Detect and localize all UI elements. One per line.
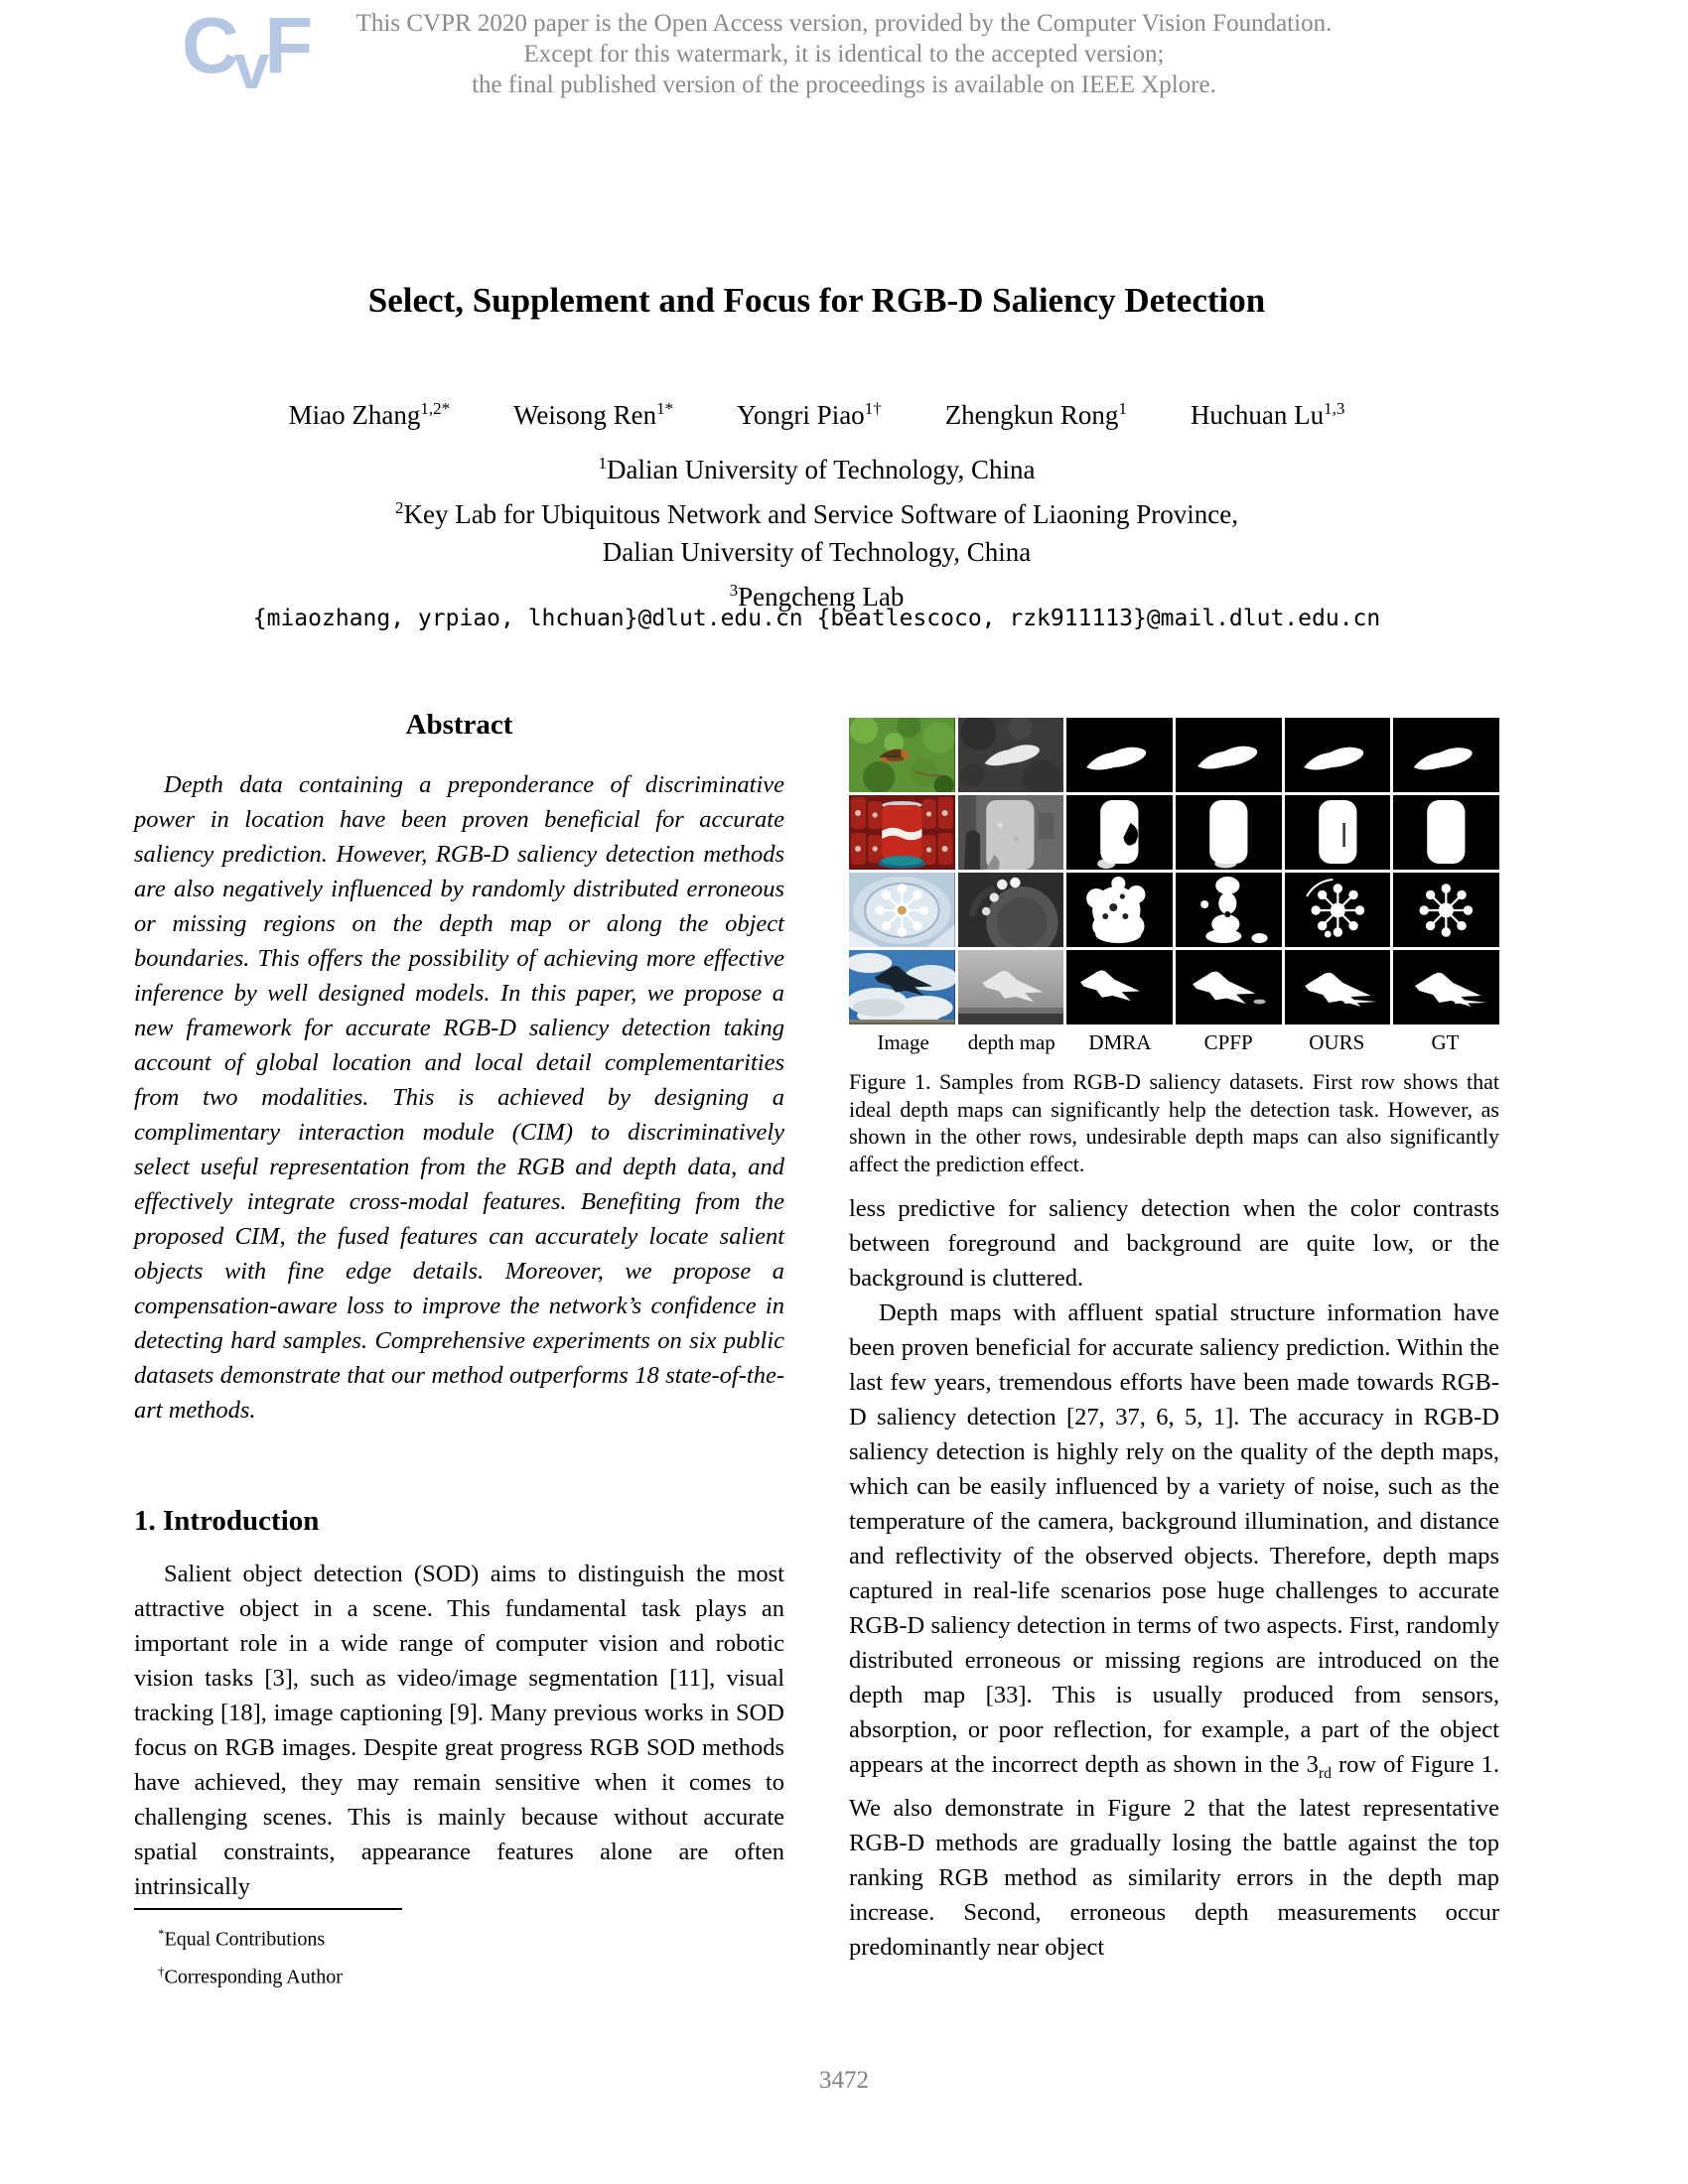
figure-cell-jet-gt-mask [1393, 950, 1499, 1024]
figure-caption: Figure 1. Samples from RGB-D saliency datasets. First row shows that ideal depth maps can significantly help the detection task. However, as shown in the other rows, undesirable depth maps can also significantly affect the prediction effect. [849, 1069, 1499, 1176]
author-2-name: Weisong Ren [513, 400, 657, 430]
butterfly-ours-image [1285, 718, 1391, 792]
figure-cell-cola-photo [849, 795, 955, 870]
cola-ours-image [1285, 795, 1391, 870]
affiliation-1: $^1$Dalian University of Technology, China [598, 454, 1036, 484]
watermark-line-1: This CVPR 2020 paper is the Open Access version, provided by the Computer Vision Foundation. [355, 10, 1333, 37]
intro-heading: 1. Introduction [134, 1505, 320, 1537]
figure-label-cpfp: CPFP [1203, 1030, 1253, 1054]
butterfly-cpfp-image [1176, 718, 1282, 792]
author-4 [945, 399, 1127, 431]
email-line: {miaozhang, yrpiao, lhchuan}@dlut.edu.cn {beatlescoco, rzk911113}@mail.dlut.edu.cn [252, 606, 1381, 631]
affiliation-4: $^3$Pengcheng Lab [729, 580, 905, 612]
open-access-watermark [0, 8, 1688, 100]
figure-cell-butterfly-depth-map [958, 718, 1064, 792]
author-1 [289, 399, 450, 431]
figure-column-labels [849, 1030, 1499, 1055]
cola-cpfp-image [1176, 795, 1282, 870]
figure-cell-jet-depth-map [958, 950, 1064, 1024]
right-paragraph-1: less predictive for saliency detection when the color contrasts between foreground and background are quite low, or the background is cluttered. [849, 1195, 1499, 1292]
figure-cell-jet-photo [849, 950, 955, 1024]
butterfly-photo-image [849, 718, 955, 792]
figure-cell-jet-dmra-mask [1066, 950, 1173, 1024]
figure-label-dmra: DMRA [1088, 1030, 1152, 1054]
figure-cell-butterfly-ours-mask [1285, 718, 1391, 792]
author-5 [1191, 399, 1344, 431]
footnote-equal-contributions: *Equal Contributions [158, 1926, 326, 1951]
author-1-sup: 1,2* [420, 399, 451, 418]
chandelier-cpfp-image [1176, 873, 1282, 947]
abstract-section [134, 709, 784, 1428]
butterfly-gt-image [1393, 718, 1499, 792]
figure-cell-cola-ours-mask [1285, 795, 1391, 870]
cvf-letter-f: F [264, 1, 314, 89]
author-5-name: Huchuan Lu [1190, 400, 1325, 430]
affiliations [134, 445, 1499, 615]
author-3-name: Yongri Piao [737, 400, 865, 430]
jet-dmra-image [1066, 950, 1173, 1024]
author-2 [513, 399, 673, 431]
watermark-line-3: the final published version of the proceedings is available on IEEE Xplore. [472, 71, 1216, 98]
author-3-sup: 1† [864, 399, 882, 418]
author-3 [737, 399, 882, 431]
author-1-name: Miao Zhang [288, 400, 421, 430]
authors-row [134, 399, 1499, 431]
figure-cell-chandelier-photo [849, 873, 955, 947]
figure-cell-butterfly-cpfp-mask [1176, 718, 1282, 792]
figure-cell-cola-gt-mask [1393, 795, 1499, 870]
figure-cell-jet-ours-mask [1285, 950, 1391, 1024]
butterfly-depth-image [958, 718, 1064, 792]
cola-dmra-image [1066, 795, 1173, 870]
chandelier-ours-image [1285, 873, 1391, 947]
figure-cell-cola-dmra-mask [1066, 795, 1173, 870]
jet-ours-image [1285, 950, 1391, 1024]
cvf-letter-v: v [233, 31, 270, 102]
jet-gt-image [1393, 950, 1499, 1024]
author-4-name: Zhengkun Rong [944, 400, 1119, 430]
figure-cell-chandelier-gt-mask [1393, 873, 1499, 947]
cola-photo-image [849, 795, 955, 870]
page-number: 3472 [819, 2067, 869, 2094]
figure-cell-chandelier-cpfp-mask [1176, 873, 1282, 947]
figure-cell-chandelier-dmra-mask [1066, 873, 1173, 947]
figure-cell-chandelier-depth-map [958, 873, 1064, 947]
figure-cell-butterfly-gt-mask [1393, 718, 1499, 792]
jet-photo-image [849, 950, 955, 1024]
chandelier-dmra-image [1066, 873, 1173, 947]
butterfly-dmra-image [1066, 718, 1173, 792]
cvf-letter-c: C [182, 1, 239, 89]
figure-label-depth-map: depth map [967, 1030, 1055, 1054]
figure-label-gt: GT [1431, 1030, 1460, 1054]
abstract-body: Depth data containing a preponderance of discriminative power in location have been proven beneficial for accurate saliency prediction. However, RGB-D saliency detection methods are also negatively influenced by randomly distributed erroneous or missing regions on the depth map or along the object boundaries. This offers the possibility of achieving more effective inference by well designed models. In this paper, we propose a new framework for accurate RGB-D saliency detection taking account of global location and local detail complementarities from two modalities. This is achieved by designing a complimentary interaction module (CIM) to discriminatively select useful representation from the RGB and depth data, and effectively integrate cross-modal features. Benefiting from the proposed CIM, the fused features can accurately locate salient objects with fine edge details. Moreover, we propose a compensation-aware loss to improve the network’s confidence in detecting hard samples. Comprehensive experiments on six public datasets demonstrate that our method outperforms 18 state-of-the-art methods. [134, 771, 784, 1424]
footnotes [134, 1908, 784, 1992]
footnote-corresponding-author: †Corresponding Author [158, 1963, 343, 1988]
figure-cell-jet-cpfp-mask [1176, 950, 1282, 1024]
author-5-sup: 1,3 [1324, 399, 1345, 418]
cola-gt-image [1393, 795, 1499, 870]
figure-grid [849, 718, 1499, 1024]
cola-depth-image [958, 795, 1064, 870]
chandelier-depth-image [958, 873, 1064, 947]
affiliation-3: Dalian University of Technology, China [602, 537, 1032, 567]
figure-label-ours: OURS [1309, 1030, 1365, 1054]
author-4-sup: 1 [1118, 399, 1127, 418]
jet-depth-image [958, 950, 1064, 1024]
figure-cell-cola-depth-map [958, 795, 1064, 870]
footnote-rule [134, 1908, 402, 1910]
figure-cell-cola-cpfp-mask [1176, 795, 1282, 870]
figure-cell-butterfly-photo [849, 718, 955, 792]
affiliation-2: $^2$Key Lab for Ubiquitous Network and Service Software of Liaoning Province, [394, 497, 1239, 529]
chandelier-photo-image [849, 873, 955, 947]
watermark-line-2: Except for this watermark, it is identical to the accepted version; [523, 41, 1165, 68]
figure-label-image: Image [877, 1030, 929, 1054]
subscript-rd: rd [1318, 1764, 1332, 1782]
right-column-text [849, 1191, 1499, 1965]
right-paragraph-2: Depth maps with affluent spatial structure information have been proven beneficial for accurate saliency prediction. Within the last few years, tremendous efforts have been made towards RGB-D saliency detection [27, 37, 6, 5, 1]. The accuracy in RGB-D saliency detection is highly rely on the quality of the depth maps, which can be easily influenced by a variety of noise, such as the temperature of the camera, background illumination, and distance and reflectivity of the observed objects. Therefore, depth maps captured in real-life scenarios pose huge challenges to accurate RGB-D saliency detection in terms of two aspects. First, randomly distributed erroneous or missing regions are introduced on the depth map [33]. This is usually produced from sensors, absorption, or poor reflection, for example, a part of the object appears at the incorrect depth as shown in the $3_{rd}$ row of Figure 1. We also demonstrate in Figure 2 that the latest representative RGB-D methods are gradually losing the battle against the top ranking RGB method as similarity errors in the depth map increase. Second, erroneous depth measurements occur predominantly near object [849, 1299, 1499, 1961]
jet-cpfp-image [1176, 950, 1282, 1024]
chandelier-gt-image [1393, 873, 1499, 947]
figure-1 [849, 718, 1499, 1177]
abstract-heading: Abstract [405, 709, 513, 741]
intro-body: Salient object detection (SOD) aims to distinguish the most attractive object in a scene. This fundamental task plays an important role in a wide range of computer vision and robotic vision tasks [3], such as video/image segmentation [11], visual tracking [18], image captioning [9]. Many previous works in SOD focus on RGB images. Despite great progress RGB SOD methods have achieved, they may remain sensitive when it comes to challenging scenes. This is mainly because without accurate spatial constraints, appearance features alone are often intrinsically [134, 1561, 784, 1900]
author-2-sup: 1* [656, 399, 674, 418]
paper-title: Select, Supplement and Focus for RGB-D Saliency Detection [367, 281, 1266, 320]
figure-cell-butterfly-dmra-mask [1066, 718, 1173, 792]
figure-cell-chandelier-ours-mask [1285, 873, 1391, 947]
